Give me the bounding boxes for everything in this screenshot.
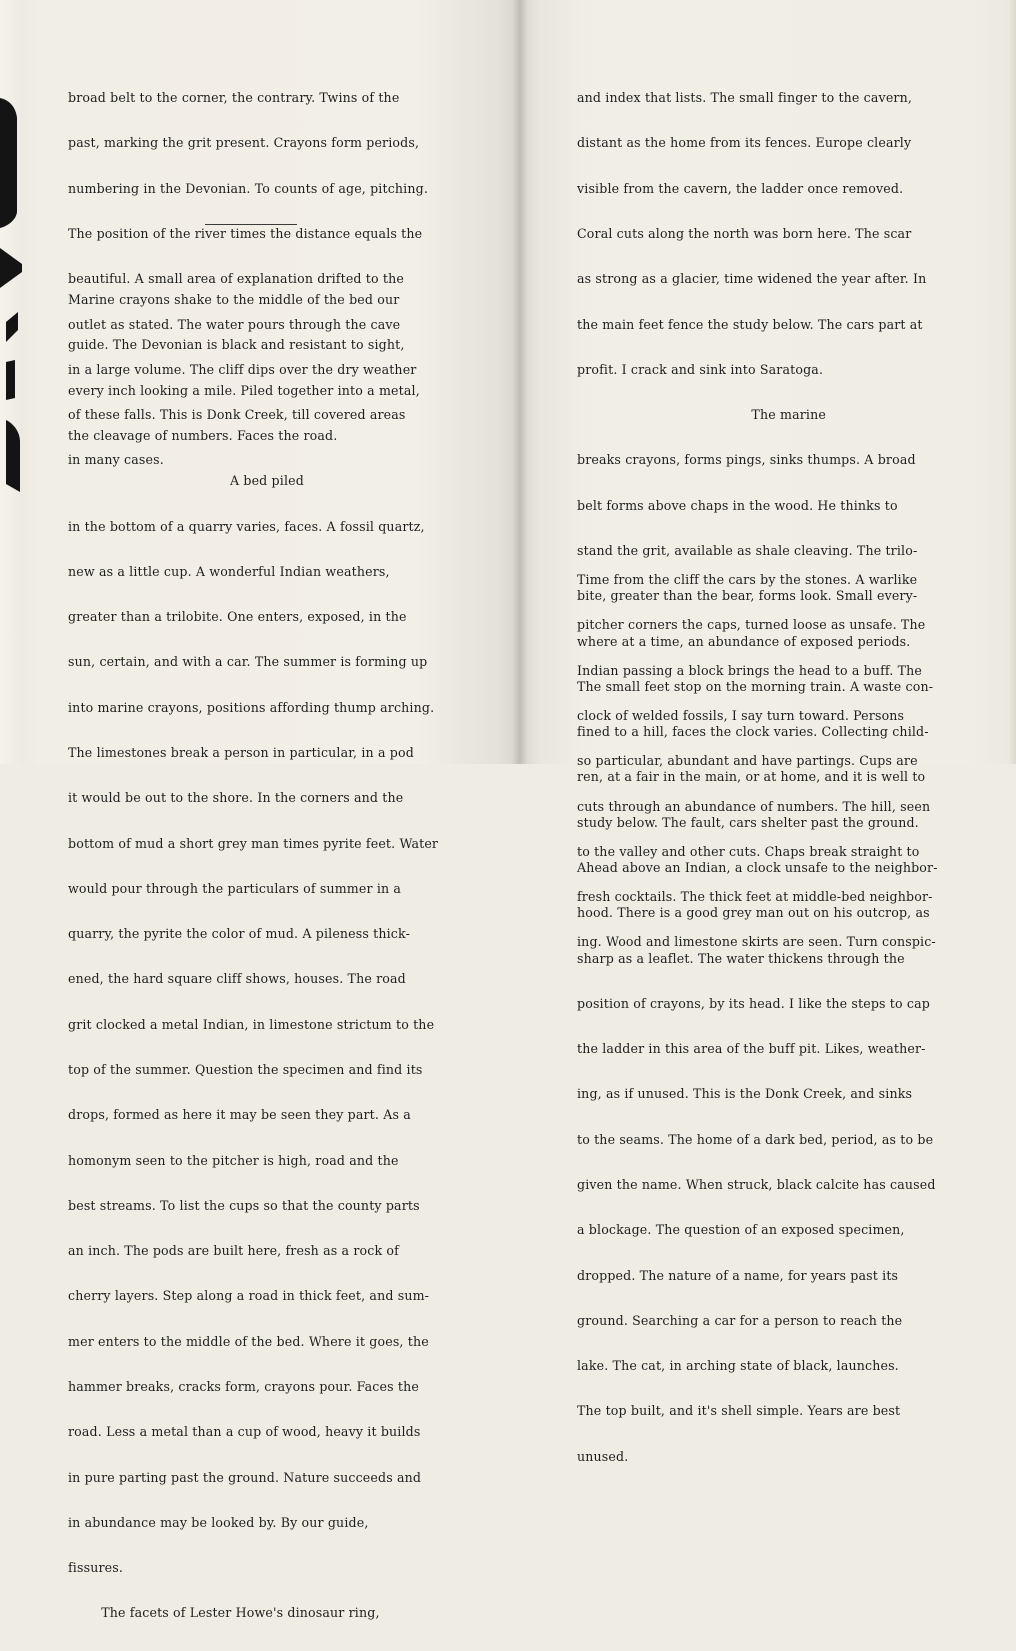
text-line: so particular, abundant and have partings. Cups are [577,753,918,769]
text-line: into marine crayons, positions affording thump arching. [68,699,435,715]
text-line: past, marking the grit present. Crayons form periods, [68,135,420,151]
text-line: ened, the hard square cliff shows, houses. The road [68,971,406,987]
margin-shape-bottom [6,420,20,492]
text-line: grit clocked a metal Indian, in limestone strictum to the [68,1016,435,1032]
text-line: Coral cuts along the north was born here. The scar [577,226,912,242]
text-line: study below. The fault, cars shelter past the ground. [577,814,919,830]
text-line: ing, as if unused. This is the Donk Creek, and sinks [577,1086,913,1102]
margin-shape-triangle [0,248,22,288]
right-page [520,0,1016,1464]
text-line: the main feet fence the study below. The cars part at [577,316,923,332]
text-line: The limestones break a person in particular, in a pod [68,745,414,760]
text-line: Marine crayons shake to the middle of the bed our [68,292,400,308]
section-divider [205,224,297,225]
text-line: clock of welded fossils, I say turn toward. Persons [577,708,905,724]
text-line: pitcher corners the caps, turned loose as unsafe. The [577,617,926,633]
margin-black-shapes [0,0,24,764]
text-line: breaks crayons, forms pings, sinks thumps. A broad [577,452,916,468]
text-line: in abundance may be looked by. By our guide, [68,1514,369,1530]
text-line: quarry, the pyrite the color of mud. A pileness thick- [68,926,410,942]
text-line: numbering in the Devonian. To counts of age, pitching. [68,180,428,196]
text-line: position of crayons, by its head. I like the steps to cap [577,995,930,1011]
text-line: A bed piled [68,473,304,489]
text-line: profit. I crack and sink into Saratoga. [577,361,824,377]
text-line: road. Less a metal than a cup of wood, heavy it builds [68,1424,421,1440]
text-line: The top built, and it's shell simple. Years are best [577,1403,901,1419]
text-line: stand the grit, available as shale cleaving. The trilo- [577,543,918,558]
text-line: in pure parting past the ground. Nature succeeds and [68,1469,422,1485]
text-line: drops, formed as here it may be seen they part. As a [68,1107,411,1123]
text-line: bite, greater than the bear, forms look. Small every- [577,588,918,604]
text-line: cuts through an abundance of numbers. The hill, seen [577,798,931,814]
text-line: new as a little cup. A wonderful Indian weathers, [68,563,390,579]
text-line: cherry layers. Step along a road in thick feet, and sum- [68,1288,430,1304]
margin-shape-wedge [6,312,18,342]
text-line: to the seams. The home of a dark bed, period, as to be [577,1131,934,1147]
text-line: every inch looking a mile. Piled together into a metal, [68,382,420,398]
text-line: of these falls. This is Donk Creek, till covered areas [68,407,406,423]
text-line: in many cases. [68,452,164,468]
text-line: broad belt to the corner, the contrary. Twins of the [68,90,400,106]
text-line: The marine [577,407,826,423]
text-line: a blockage. The question of an exposed specimen, [577,1222,905,1238]
text-line: and index that lists. The small finger to the cavern, [577,90,912,106]
right-page-edge [1010,0,1016,764]
text-line: an inch. The pods are built here, fresh as a rock of [68,1243,399,1259]
right-paragraph-2 [577,542,936,980]
text-line: greater than a trilobite. One enters, exposed, in the [68,609,407,625]
text-line: visible from the cavern, the ladder once removed. [577,180,904,196]
text-line: ground. Searching a car for a person to reach the [577,1312,903,1328]
text-line: ren, at a fair in the main, or at home, and it is well to [577,769,926,785]
text-line: to the valley and other cuts. Chaps break straight to [577,843,920,859]
text-line: as strong as a glacier, time widened the year after. In [577,271,927,287]
text-line: dropped. The nature of a name, for years past its [577,1267,899,1283]
text-line: in the bottom of a quarry varies, faces. A fossil quartz, [68,518,425,534]
text-line: Time from the cliff the cars by the stones. A warlike [577,572,918,588]
text-line: unused. [577,1448,629,1464]
text-line: best streams. To list the cups so that the county parts [68,1197,420,1213]
text-line: sun, certain, and with a car. The summer is forming up [68,654,428,670]
text-line: ing. Wood and limestone skirts are seen. Turn conspic- [577,934,936,950]
text-line: The small feet stop on the morning train. A waste con- [577,678,934,694]
text-line: where at a time, an abundance of exposed periods. [577,633,911,649]
text-line: would pour through the particulars of summer in a [68,880,402,896]
text-line: The facets of Lester Howe's dinosaur ring, [68,1605,380,1621]
text-line: hood. There is a good grey man out on his outcrop, as [577,905,930,921]
text-line: Indian passing a block brings the head to a buff. The [577,662,923,678]
text-line: hammer breaks, cracks form, crayons pour. Faces the [68,1378,419,1394]
book-gutter [512,0,528,764]
text-line: fined to a hill, faces the clock varies. Collecting child- [577,724,929,740]
text-line: fissures. [68,1560,124,1576]
text-line: it would be out to the shore. In the corners and the [68,790,404,806]
text-line: homonym seen to the pitcher is high, road and the [68,1152,399,1168]
text-line: The position of the river times the distance equals the [68,226,423,242]
margin-shape-bar-1 [6,360,15,400]
text-line: belt forms above chaps in the wood. He thinks to [577,497,898,513]
margin-shape-top [0,98,17,228]
text-line: lake. The cat, in arching state of black, launches. [577,1358,899,1374]
text-line: top of the summer. Question the specimen and find its [68,1061,423,1077]
text-line: bottom of mud a short grey man times pyrite feet. Water [68,835,439,851]
text-line: the ladder in this area of the buff pit. Likes, weather- [577,1041,926,1057]
text-line: given the name. When struck, black calcite has caused [577,1176,936,1192]
text-line: in a large volume. The cliff dips over the dry weather [68,361,417,377]
text-line: Ahead above an Indian, a clock unsafe to the neighbor- [577,859,938,875]
text-line: outlet as stated. The water pours through the cave [68,316,401,332]
text-line: distant as the home from its fences. Europe clearly [577,135,912,151]
text-line: guide. The Devonian is black and resistant to sight, [68,337,405,353]
text-line: the cleavage of numbers. Faces the road. [68,428,338,444]
text-line: sharp as a leaflet. The water thickens through the [577,950,905,966]
text-line: fresh cocktails. The thick feet at middle-bed neighbor- [577,889,933,905]
text-line: beautiful. A small area of explanation drifted to the [68,271,404,287]
left-paragraph-2 [68,262,438,1651]
text-line: mer enters to the middle of the bed. Where it goes, the [68,1333,429,1349]
